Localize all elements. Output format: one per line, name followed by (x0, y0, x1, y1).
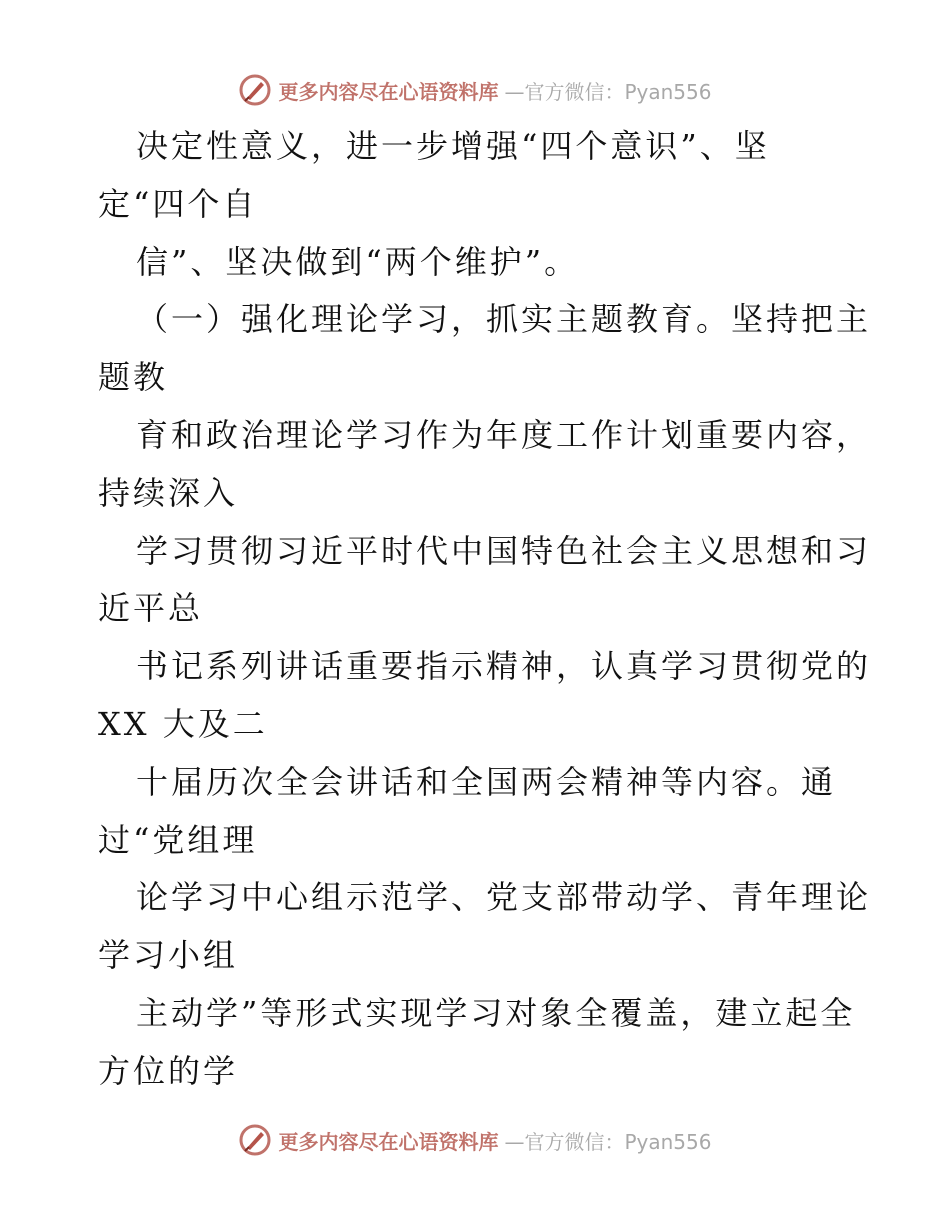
text-line: 持续深入 (98, 473, 239, 512)
text-line: 书记系列讲话重要指示精神，认真学习贯彻党的 (136, 647, 872, 686)
header-banner-wechat: —官方微信：Pyan556 (504, 79, 712, 104)
text-line: 育和政治理论学习作为年度工作计划重要内容， (136, 415, 872, 454)
footer-banner-wechat: —官方微信：Pyan556 (504, 1129, 712, 1154)
text-line: XX 大及二 (98, 704, 268, 743)
text-line: 论学习中心组示范学、党支部带动学、青年理论 (136, 878, 872, 917)
quill-logo-icon (238, 1123, 272, 1157)
text-line: 题教 (98, 358, 169, 397)
header-banner-title: 更多内容尽在心语资料库 (278, 79, 499, 104)
text-line: （一）强化理论学习，抓实主题教育。坚持把主 (136, 300, 872, 339)
quill-logo-icon (238, 73, 272, 107)
header-banner (0, 70, 950, 110)
text-line: 决定性意义，进一步增强“四个意识”、坚 (136, 127, 770, 165)
text-line: 过“党组理 (98, 820, 258, 859)
text-line: 学习小组 (98, 936, 239, 975)
document-body (98, 118, 872, 1101)
text-line: 信”、坚决做到“两个维护”。 (136, 242, 580, 281)
text-line: 学习贯彻习近平时代中国特色社会主义思想和习 (136, 531, 872, 570)
text-line: 方位的学 (98, 1051, 239, 1090)
text-line: 十届历次全会讲话和全国两会精神等内容。通 (136, 762, 837, 801)
text-line: 定“四个自 (98, 184, 258, 223)
text-line: 主动学”等形式实现学习对象全覆盖，建立起全 (136, 993, 856, 1032)
footer-banner-title: 更多内容尽在心语资料库 (278, 1129, 499, 1154)
text-line: 近平总 (98, 589, 204, 628)
footer-banner (0, 1120, 950, 1160)
